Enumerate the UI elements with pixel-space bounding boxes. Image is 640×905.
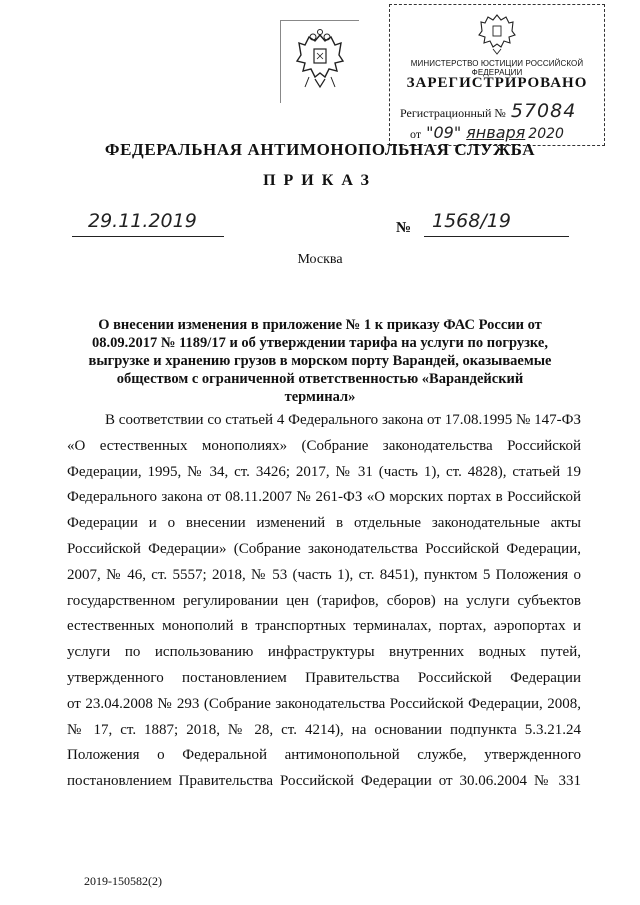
body-line: № 17, ст. 1887; 2018, № 28, ст. 4214), на основании подпункта 5.3.21.24 — [67, 721, 581, 738]
body-line: Положения о Федеральной антимонопольной службе, утвержденного — [67, 747, 581, 764]
order-date: 29.11.2019 — [88, 210, 197, 232]
order-number-label: № — [396, 220, 412, 236]
agency-title: ФЕДЕРАЛЬНАЯ АНТИМОНОПОЛЬНАЯ СЛУЖБА — [104, 140, 536, 159]
body-line: постановлением Правительства Российской Федерации от 30.06.2004 № 331 — [67, 773, 581, 790]
body-line: государственном регулировании цен (тарифов, сборов) на услуги субъектов — [67, 592, 581, 609]
stamp-date-day: "09" — [426, 123, 462, 142]
body-line: «О естественных монополиях» (Собрание законодательства Российской — [67, 437, 581, 454]
body-line: Российской Федерации» (Собрание законодательства Российской Федерации, — [67, 540, 581, 557]
stamp-reg-number: 57084 — [510, 100, 577, 122]
body-line: Федерального закона от 08.11.2007 № 261-ФЗ «О морских портах в Российской — [67, 489, 581, 506]
stamp-registration-row — [400, 100, 576, 122]
document-code: 2019-150582(2) — [84, 874, 162, 888]
body-text — [67, 408, 581, 795]
body-line: Федерации, 1995, № 34, ст. 3426; 2017, № 31 (часть 1), ст. 4828), статьей 19 — [67, 463, 581, 480]
registration-stamp — [389, 4, 605, 146]
body-line: от 23.04.2008 № 293 (Собрание законодательства Российской Федерации, 2008, — [67, 695, 581, 712]
order-date-field — [72, 210, 224, 237]
stamp-coat-of-arms-icon — [478, 11, 516, 55]
body-line: услуги по использованию инфраструктуры внутренних водных путей, — [67, 644, 581, 661]
order-number-field — [424, 210, 569, 237]
stamp-date-year: 2020 — [528, 126, 564, 142]
body-line: естественных монополий в транспортных терминалах, портах, аэропортах и — [67, 618, 581, 635]
stamp-date-label: от — [410, 127, 422, 141]
document-type: ПРИКАЗ — [263, 172, 377, 189]
stamp-date-month: января — [466, 123, 526, 142]
coat-of-arms-icon — [295, 29, 345, 95]
order-subject: О внесении изменения в приложение № 1 к приказу ФАС России от 08.09.2017 № 1189/17 и об утверждении тарифа на услуги по погрузке, выгрузке и хранению грузов в морском порту Варандей, оказываемые обществом с ограниченной ответственностью «Варандейский терминал» — [88, 317, 552, 405]
stamp-ministry: МИНИСТЕРСТВО ЮСТИЦИИ РОССИЙСКОЙ ФЕДЕРАЦИИ — [410, 59, 584, 77]
order-number: 1568/19 — [432, 210, 511, 232]
stamp-reg-label: Регистрационный № — [400, 106, 506, 120]
body-line: 2007, № 46, ст. 5557; 2018, № 53 (часть 1), ст. 8451), пунктом 5 Положения о — [67, 566, 581, 583]
city: Москва — [297, 252, 343, 267]
body-line: утвержденного постановлением Правительства Российской Федерации — [67, 669, 581, 686]
coat-of-arms — [280, 20, 359, 103]
stamp-registered: ЗАРЕГИСТРИРОВАНО — [406, 75, 588, 91]
body-line: Федерации и о внесении изменений в отдельные законодательные акты — [67, 515, 581, 532]
body-line: В соответствии со статьей 4 Федерального закона от 17.08.1995 № 147-ФЗ — [105, 412, 581, 428]
